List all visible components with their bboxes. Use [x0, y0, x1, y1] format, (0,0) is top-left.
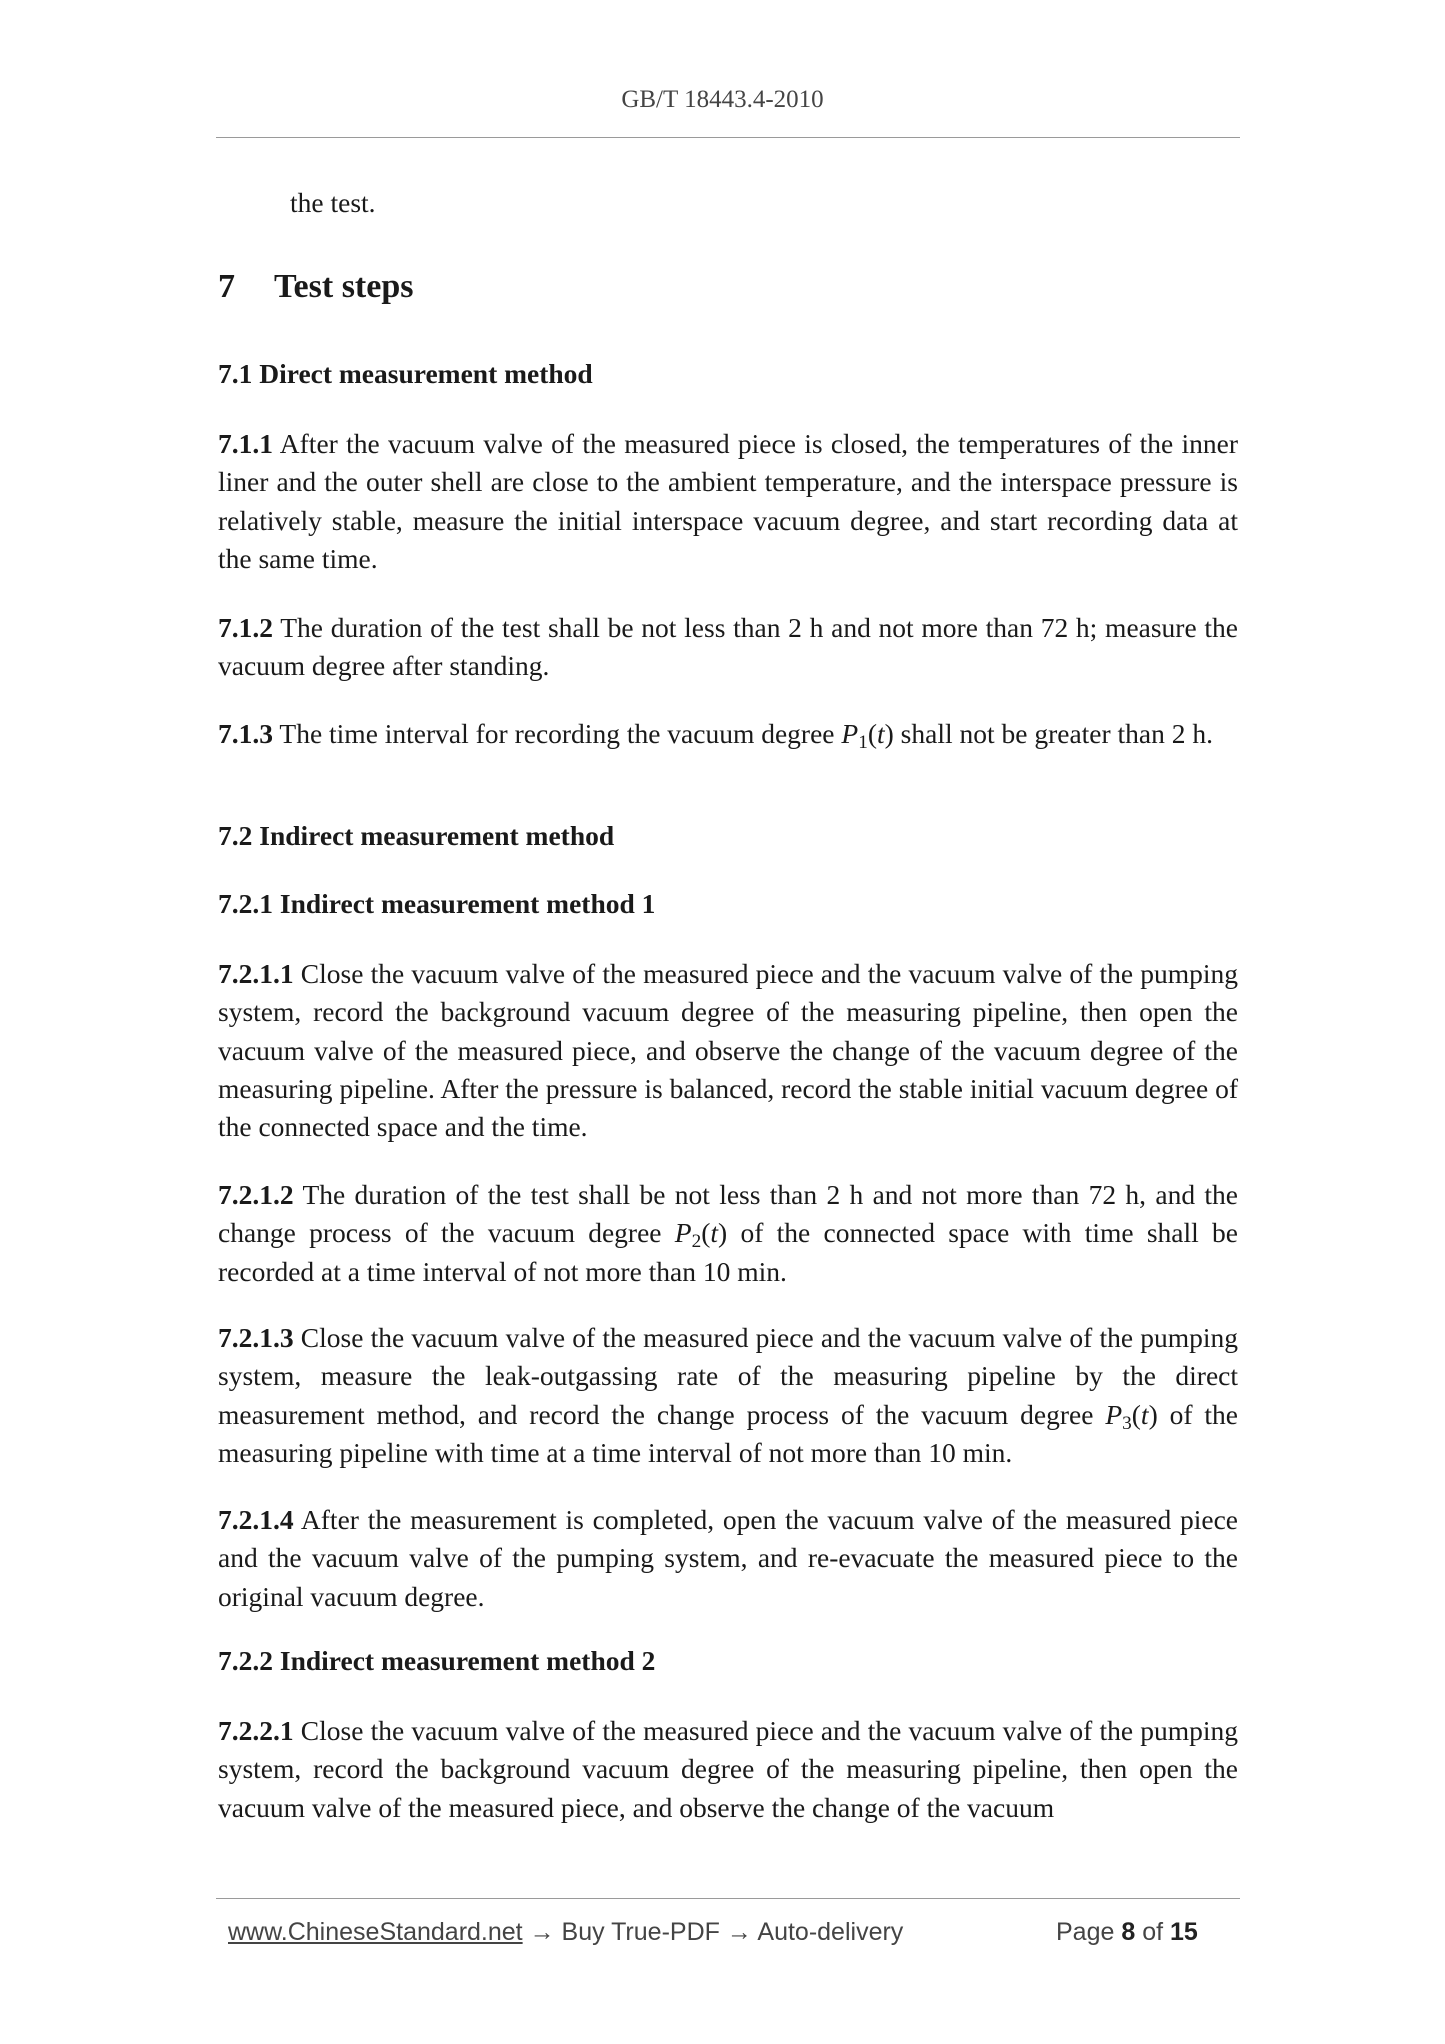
clause-number: 7.1.3: [218, 718, 273, 749]
website-link[interactable]: www.ChineseStandard.net: [228, 1918, 523, 1946]
clause-text-end: shall not be greater than 2 h.: [893, 718, 1214, 749]
clause-number: 7.1.2: [218, 612, 273, 643]
clause-number: 7.2.1.3: [218, 1322, 294, 1353]
symbol-subscript: 1: [858, 732, 868, 753]
page-total: 15: [1170, 1918, 1198, 1946]
clause-text: After the measurement is completed, open the vacuum valve of the measured piece and the vacuum valve of the pumping system, and re-evacuate the measured piece to the original vacuum degree.: [218, 1504, 1238, 1612]
clause-number: 7.2.1.2: [218, 1179, 294, 1210]
subsection-heading-7-2-1: 7.2.1 Indirect measurement method 1: [218, 888, 656, 919]
symbol-subscript: 3: [1122, 1412, 1132, 1434]
of-label: of: [1142, 1918, 1164, 1946]
clause-text-end: of the connected space with time shall be recorded at a time interval of not more than 10 min.: [218, 1217, 1239, 1287]
section-number: 7: [218, 268, 235, 305]
paragraph-7-1-2: [218, 609, 1238, 686]
clause-text: The duration of the test shall be not less than 2 h and not more than 72 h; measure the vacuum degree after standing.: [218, 612, 1238, 682]
footer-left: [228, 1918, 903, 1947]
paragraph-7-2-2-1: [218, 1712, 1238, 1827]
page-header: GB/T 18443.4-2010: [621, 86, 824, 113]
paragraph-7-2-1-3: 7.2.1.3 Close the vacuum valve of the measured piece and the vacuum valve of the pumping system, measure the leak-outgassing rate of the measuring pipeline by the direct measurement method, and record the change process of the vacuum degree $P_3(t)$ of the measuring pipeline with time at a time interval of not more than 10 min.: [218, 1322, 1238, 1468]
subsection-heading-7-2-2: 7.2.2 Indirect measurement method 2: [218, 1645, 656, 1676]
section-heading: [218, 268, 1238, 306]
page-label: Page: [1056, 1918, 1115, 1946]
clause-number: 7.2.1.4: [218, 1504, 294, 1535]
page-indicator: [1056, 1918, 1198, 1947]
clause-number: 7.1.1: [218, 428, 273, 459]
symbol-p: P: [1105, 1398, 1123, 1430]
header-rule: [216, 137, 1240, 138]
symbol-p: P: [674, 1217, 692, 1249]
clause-text: Close the vacuum valve of the measured piece and the vacuum valve of the pumping system, measure the leak-outgassing rate of the measuring pipeline by the direct measurement method, and record the change process of the vacuum degree: [218, 1322, 1238, 1430]
clause-text: The duration of the test shall be not less than 2 h and not more than 72 h, and the change process of the vacuum degree: [218, 1179, 1238, 1249]
paragraph-7-1-1: [218, 425, 1238, 578]
clause-text: Close the vacuum valve of the measured piece and the vacuum valve of the pumping system, record the background vacuum degree of the measuring pipeline, then open the vacuum valve of the measured piece, and observe the change of the vacuum degree of the measuring pipeline. After the pressure is balanced, record the stable initial vacuum degree of the connected space and the time.: [218, 958, 1238, 1143]
clause-number: 7.2.1.1: [218, 958, 294, 989]
symbol-arg: t: [1140, 1398, 1149, 1430]
subsection-heading-7-1: 7.1 Direct measurement method: [218, 358, 593, 389]
clause-text: After the vacuum valve of the measured piece is closed, the temperatures of the inner liner and the outer shell are close to the ambient temperature, and the interspace pressure is relatively stable, measure the initial interspace vacuum degree, and start recording data at the same time.: [218, 428, 1239, 574]
symbol-arg: t: [710, 1217, 719, 1249]
clause-text-end: of the measuring pipeline with time at a time interval of not more than 10 min.: [218, 1398, 1238, 1468]
paragraph-7-2-1-2: 7.2.1.2 The duration of the test shall be not less than 2 h and not more than 72 h, and the change process of the vacuum degree $P_2(t)$ of the connected space with time shall be recorded at a time interval of not more than 10 min.: [218, 1179, 1239, 1287]
paragraph-7-2-1-1: [218, 955, 1238, 1146]
subsection-heading-7-2: 7.2 Indirect measurement method: [218, 820, 615, 851]
promo-text: → Buy True-PDF → Auto-delivery: [522, 1918, 904, 1946]
paragraph-7-2-1-4: [218, 1501, 1238, 1616]
clause-number: 7.2.2.1: [218, 1715, 294, 1746]
symbol-p: P: [841, 718, 859, 749]
footer-rule: [216, 1898, 1240, 1899]
section-title: Test steps: [274, 268, 414, 305]
symbol-subscript: 2: [691, 1231, 702, 1253]
paragraph-7-1-3: 7.1.3 The time interval for recording the vacuum degree $P_1(t)$ shall not be greater than 2 h.: [218, 718, 1214, 753]
continuation-text: the test.: [290, 187, 376, 218]
clause-text: The time interval for recording the vacuum degree: [279, 718, 842, 749]
page-number: 8: [1121, 1918, 1136, 1946]
clause-text: Close the vacuum valve of the measured piece and the vacuum valve of the pumping system, record the background vacuum degree of the measuring pipeline, then open the vacuum valve of the measured piece, and observe the change of the vacuum: [218, 1715, 1238, 1823]
symbol-arg: t: [876, 718, 885, 749]
